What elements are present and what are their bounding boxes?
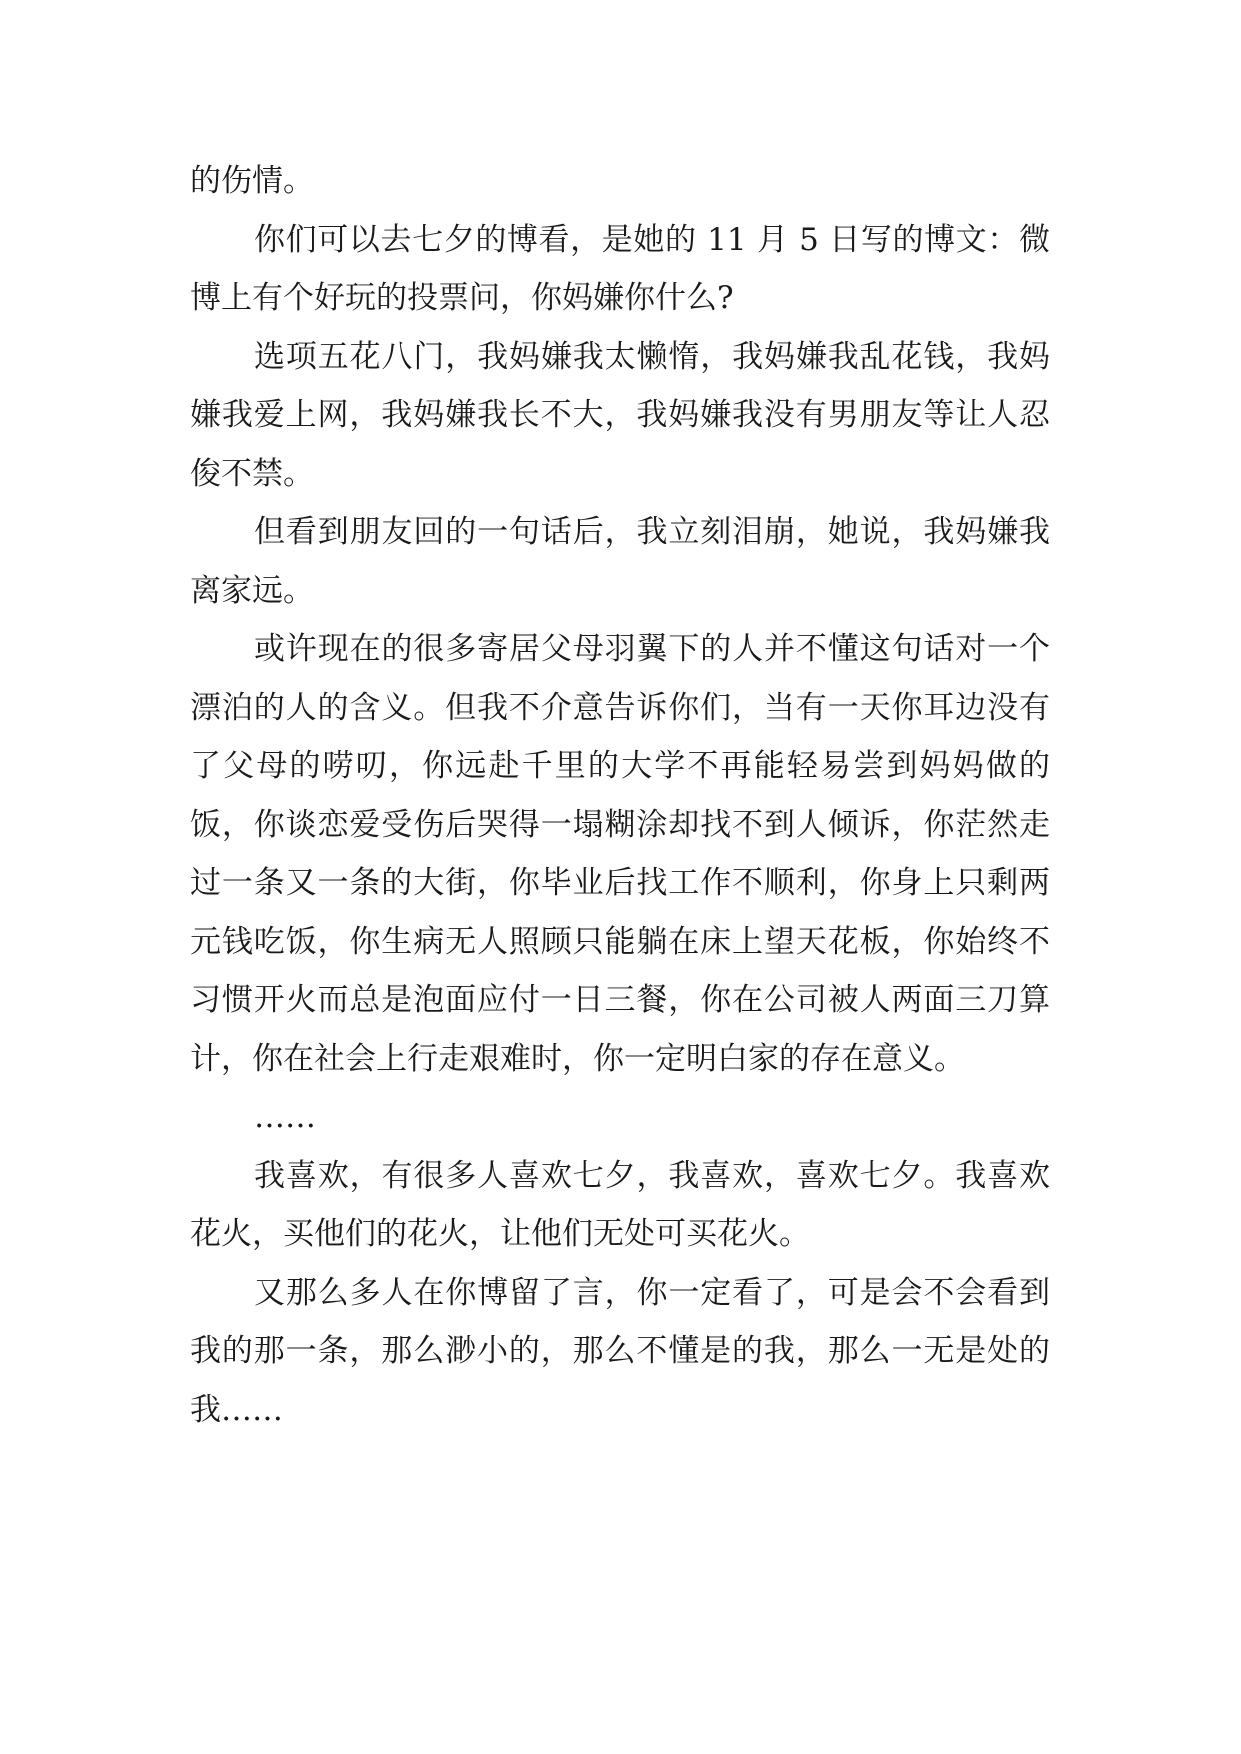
paragraph-5: 或许现在的很多寄居父母羽翼下的人并不懂这句话对一个漂泊的人的含义。但我不介意告诉你们，当有一天你耳边没有了父母的唠叨，你远赴千里的大学不再能轻易尝到妈妈做的饭，你谈恋爱受伤后哭得一塌糊涂却找不到人倾诉，你茫然走过一条又一条的大街，你毕业后找工作不顺利，你身上只剩两元钱吃饭，你生病无人照顾只能躺在床上望天花板，你始终不习惯开火而总是泡面应付一日三餐，你在公司被人两面三刀算计，你在社会上行走艰难时，你一定明白家的存在意义。 bbox=[190, 631, 1050, 1077]
paragraph-4: 但看到朋友回的一句话后，我立刻泪崩，她说，我妈嫌我离家远。 bbox=[190, 514, 1050, 609]
paragraph-7: 又那么多人在你博留了言，你一定看了，可是会不会看到我的那一条，那么渺小的，那么不懂是的我，那么一无是处的我…… bbox=[190, 1274, 1050, 1428]
paragraph-2: 你们可以去七夕的博看，是她的 11 月 5 日写的博文：微博上有个好玩的投票问，你妈嫌你什么? bbox=[190, 221, 1050, 316]
ellipsis-line: …… bbox=[254, 1099, 316, 1135]
paragraph-1: 的伤情。 bbox=[190, 163, 314, 199]
paragraph-6: 我喜欢，有很多人喜欢七夕，我喜欢，喜欢七夕。我喜欢花火，买他们的花火，让他们无处可买花火。 bbox=[190, 1157, 1050, 1252]
body-text bbox=[190, 152, 1050, 1439]
paragraph-3: 选项五花八门，我妈嫌我太懒惰，我妈嫌我乱花钱，我妈嫌我爱上网，我妈嫌我长不大，我妈嫌我没有男朋友等让人忍俊不禁。 bbox=[190, 338, 1050, 492]
